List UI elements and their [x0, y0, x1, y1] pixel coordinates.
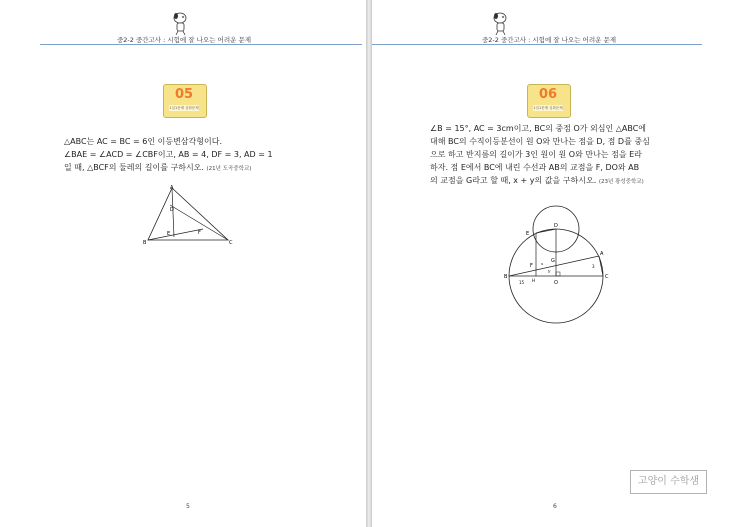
problem-text [64, 135, 273, 176]
problem-line: 일 때, △BCF의 둘레의 길이를 구하시오. (21년 도곡중학교) [64, 163, 252, 172]
left-page [0, 0, 366, 527]
label-g: G [551, 258, 555, 264]
mascot-icon [170, 10, 190, 36]
label-f: F [530, 263, 533, 269]
label-three: 3 [592, 264, 595, 269]
page-number: 6 [553, 503, 557, 510]
problem-line: 하자. 점 E에서 BC에 내린 수선과 AB의 교점을 F, DO와 AB [430, 163, 640, 172]
problem-badge [163, 84, 205, 116]
label-b: B [504, 274, 508, 280]
label-e: E [167, 231, 171, 237]
label-o: O [554, 280, 558, 286]
problem-text [430, 122, 650, 189]
triangle-figure [140, 185, 240, 250]
label-d: D [554, 223, 558, 229]
label-x: x [541, 261, 544, 266]
problem-line: 으로 하고 반지름의 길이가 3인 원이 원 O와 만나는 점을 E라 [430, 150, 642, 159]
badge-tag: 1일1문제 심화문제 [533, 106, 563, 110]
header-title: 중2-2 중간고사 : 시험에 잘 나오는 어려운 문제 [482, 36, 617, 44]
header-rule [372, 44, 702, 45]
problem-source: (21년 도곡중학교) [206, 166, 252, 172]
header-title: 중2-2 중간고사 : 시험에 잘 나오는 어려운 문제 [117, 36, 252, 44]
problem-badge [527, 84, 569, 116]
label-d: D [170, 207, 174, 213]
right-page [372, 0, 743, 527]
circle-figure [504, 198, 619, 328]
problem-source: (23년 광성중학교) [598, 179, 644, 185]
watermark: 고양이 수학샘 [630, 470, 707, 494]
problem-line: 대해 BC의 수직이등분선이 원 O와 만나는 점을 D, 점 D를 중심 [430, 137, 650, 146]
mascot-icon [490, 10, 510, 36]
label-c: C [229, 240, 233, 246]
problem-line: ∠B = 15°, AC = 3cm이고, BC의 중점 O가 외심인 △ABC에 [430, 124, 647, 133]
label-fifteen: 15 [519, 280, 525, 285]
label-c: C [605, 274, 609, 280]
label-f: F [198, 230, 201, 236]
label-h: H [532, 278, 536, 283]
header-rule [40, 44, 362, 45]
problem-number: 06 [538, 87, 558, 102]
label-e: E [526, 231, 530, 237]
label-a: A [170, 185, 174, 191]
problem-line: 의 교점을 G라고 할 때, x + y의 값을 구하시오. (23년 광성중학교) [430, 176, 644, 185]
problem-line: △ABC는 AC = BC = 6인 이등변삼각형이다. [64, 137, 222, 146]
problem-number: 05 [174, 87, 194, 102]
badge-tag: 1일1문제 심화문제 [169, 106, 199, 110]
problem-line: ∠BAE = ∠ACD = ∠CBF이고, AB = 4, DF = 3, AD = 1 [64, 150, 273, 159]
label-y: y [548, 268, 551, 273]
label-a: A [600, 251, 604, 257]
page-number: 5 [186, 503, 190, 510]
label-b: B [143, 240, 147, 246]
